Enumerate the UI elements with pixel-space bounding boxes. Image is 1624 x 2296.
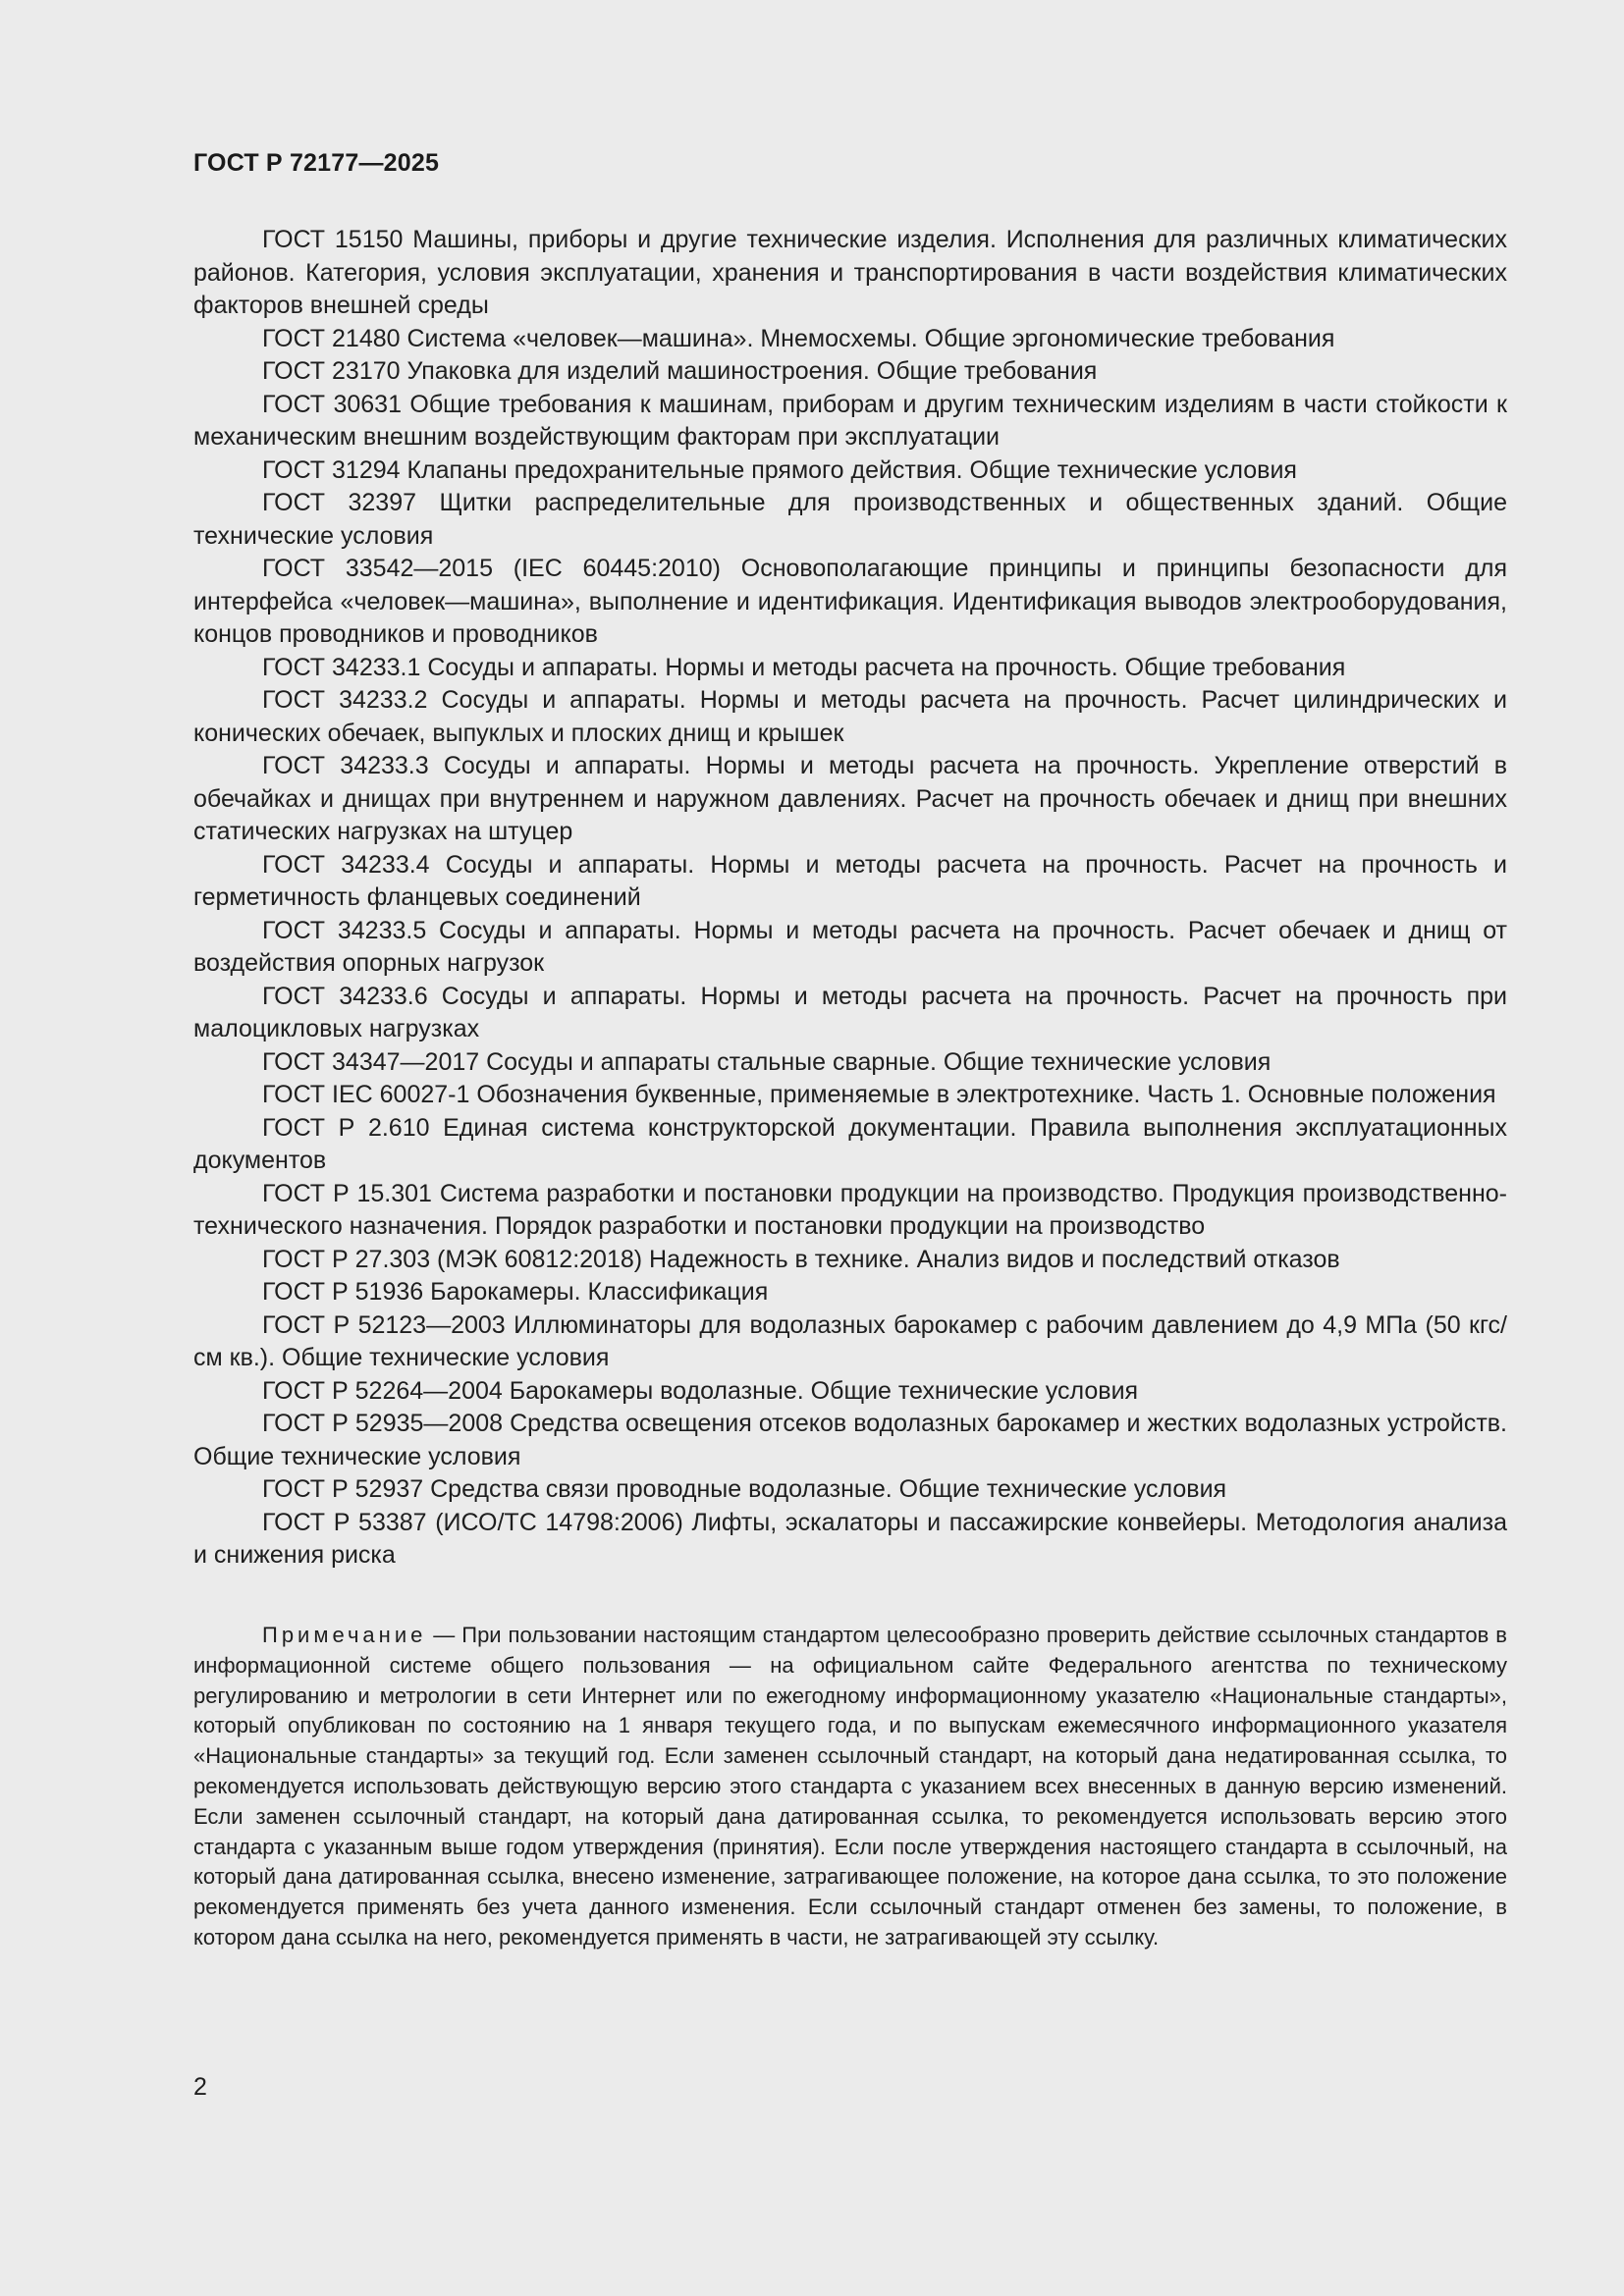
reference-item: ГОСТ 33542—2015 (IEC 60445:2010) Основополагающие принципы и принципы безопасности для интерфейса «человек—машина», выполнение и идентификация. Идентификация выводов электрооборудования, концов проводников и проводников (193, 555, 1507, 648)
reference-item: ГОСТ Р 15.301 Система разработки и постановки продукции на производство. Продукция производственно-технического назначения. Порядок разработки и постановки продукции на производство (193, 1179, 1507, 1240)
reference-item: ГОСТ Р 53387 (ИСО/ТС 14798:2006) Лифты, эскалаторы и пассажирские конвейеры. Методология анализа и снижения риска (193, 1508, 1507, 1569)
note-text: — При пользовании настоящим стандартом целесообразно проверить действие ссылочных стандартов в информационной системе общего пользования — на официальном сайте Федерального агентства по техническому регулированию и метрологии в сети Интернет или по ежегодному информационному указателю «Национальные стандарты», который опубликован по состоянию на 1 января текущего года, и по выпускам ежемесячного информационного указателя «Национальные стандарты» за текущий год. Если заменен ссылочный стандарт, на который дана недатированная ссылка, то рекомендуется использовать действующую версию этого стандарта с указанием всех внесенных в данную версию изменений. Если заменен ссылочный стандарт, на который дана датированная ссылка, то рекомендуется использовать версию этого стандарта с указанным выше годом утверждения (принятия). Если после утверждения настоящего стандарта в ссылочный, на который дана датированная ссылка, внесено изменение, затрагивающее положение, на которое дана ссылка, то это положение рекомендуется применять без учета данного изменения. Если ссылочный стандарт отменен без замены, то положение, в котором дана ссылка на него, рекомендуется применять в части, не затрагивающей эту ссылку. (193, 1623, 1507, 1949)
reference-item: ГОСТ IEC 60027-1 Обозначения буквенные, применяемые в электротехнике. Часть 1. Основные положения (262, 1081, 1496, 1108)
reference-item: ГОСТ Р 52264—2004 Барокамеры водолазные. Общие технические условия (262, 1376, 1139, 1405)
reference-item: ГОСТ 21480 Система «человек—машина». Мнемосхемы. Общие эргономические требования (262, 324, 1335, 352)
reference-item: ГОСТ Р 52123—2003 Иллюминаторы для водолазных барокамер с рабочим давлением до 4,9 МПа (50 кгс/см кв.). Общие технические условия (193, 1310, 1507, 1371)
reference-item: ГОСТ 34233.5 Сосуды и аппараты. Нормы и методы расчета на прочность. Расчет обечаек и днищ от воздействия опорных нагрузок (193, 916, 1507, 977)
reference-item: ГОСТ 23170 Упаковка для изделий машиностроения. Общие требования (262, 357, 1098, 385)
reference-item: ГОСТ 34233.4 Сосуды и аппараты. Нормы и методы расчета на прочность. Расчет на прочность и герметичность фланцевых соединений (193, 850, 1507, 911)
note-paragraph (193, 1621, 1507, 1953)
reference-item: ГОСТ 34233.1 Сосуды и аппараты. Нормы и методы расчета на прочность. Общие требования (262, 653, 1346, 681)
reference-item: ГОСТ Р 52935—2008 Средства освещения отсеков водолазных барокамер и жестких водолазных устройств. Общие технические условия (193, 1410, 1507, 1470)
reference-item: ГОСТ 30631 Общие требования к машинам, приборам и другим техническим изделиям в части стойкости к механическим внешним воздействующим факторам при эксплуатации (193, 390, 1507, 451)
reference-item: ГОСТ 34233.3 Сосуды и аппараты. Нормы и методы расчета на прочность. Укрепление отверстий в обечайках и днищах при внутреннем и наружном давлениях. Расчет на прочность обечаек и днищ при внешних статических нагрузках на штуцер (193, 752, 1507, 845)
page-number: 2 (193, 2073, 207, 2101)
reference-item: ГОСТ Р 52937 Средства связи проводные водолазные. Общие технические условия (262, 1475, 1227, 1503)
reference-item: ГОСТ 34233.6 Сосуды и аппараты. Нормы и методы расчета на прочность. Расчет на прочность при малоцикловых нагрузках (193, 982, 1507, 1042)
normative-references-list (193, 224, 1507, 1573)
reference-item: ГОСТ 32397 Щитки распределительные для производственных и общественных зданий. Общие технические условия (193, 489, 1507, 550)
reference-item: ГОСТ 34347—2017 Сосуды и аппараты стальные сварные. Общие технические условия (262, 1047, 1272, 1076)
note-label: Примечание (262, 1623, 427, 1647)
reference-item: ГОСТ 31294 Клапаны предохранительные прямого действия. Общие технические условия (262, 455, 1297, 484)
reference-item: ГОСТ 15150 Машины, приборы и другие технические изделия. Исполнения для различных климатических районов. Категория, условия эксплуатации, хранения и транспортирования в части воздействия климатических факторов внешней среды (193, 226, 1507, 319)
reference-item: ГОСТ Р 2.610 Единая система конструкторской документации. Правила выполнения эксплуатационных документов (193, 1113, 1507, 1174)
reference-item: ГОСТ Р 51936 Барокамеры. Классификация (262, 1278, 769, 1306)
reference-item: ГОСТ 34233.2 Сосуды и аппараты. Нормы и методы расчета на прочность. Расчет цилиндрических и конических обечаек, выпуклых и плоских днищ и крышек (193, 686, 1507, 747)
document-id-header: ГОСТ Р 72177—2025 (193, 149, 440, 177)
reference-item: ГОСТ Р 27.303 (МЭК 60812:2018) Надежность в технике. Анализ видов и последствий отказов (262, 1245, 1340, 1273)
